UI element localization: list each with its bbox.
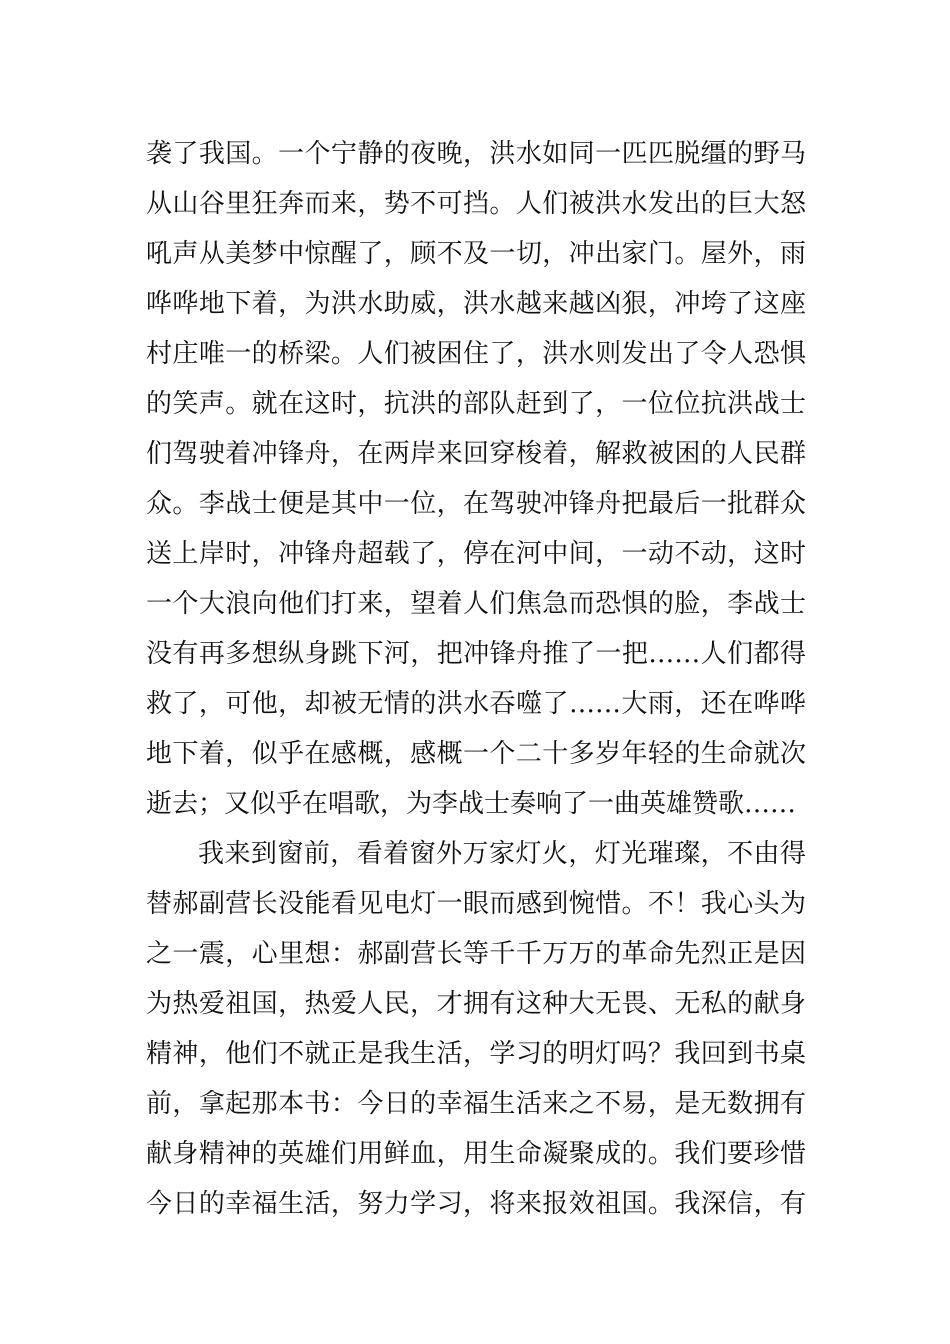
text-line-4: 哗哗地下着，为洪水助威，洪水越来越凶狠，冲垮了这座 xyxy=(146,289,806,319)
text-line-12: 救了，可他，却被无情的洪水吞噬了……大雨，还在哗哗 xyxy=(146,689,806,719)
text-line-9: 送上岸时，冲锋舟超载了，停在河中间，一动不动，这时 xyxy=(146,539,806,569)
text-line-16: 替郝副营长没能看见电灯一眼而感到惋惜。不！我心头为 xyxy=(146,889,806,919)
text-line-6: 的笑声。就在这时，抗洪的部队赶到了，一位位抗洪战士 xyxy=(146,389,806,419)
text-line-7: 们驾驶着冲锋舟，在两岸来回穿梭着，解救被困的人民群 xyxy=(146,439,806,469)
text-line-19: 精神，他们不就正是我生活，学习的明灯吗？我回到书桌 xyxy=(146,1039,806,1069)
text-line-10: 一个大浪向他们打来，望着人们焦急而恐惧的脸，李战士 xyxy=(146,589,806,619)
text-line-11: 没有再多想纵身跳下河，把冲锋舟推了一把……人们都得 xyxy=(146,639,806,669)
text-line-18: 为热爱祖国，热爱人民，才拥有这种大无畏、无私的献身 xyxy=(146,989,806,1019)
text-line-2: 从山谷里狂奔而来，势不可挡。人们被洪水发出的巨大怒 xyxy=(146,189,806,219)
text-line-22: 今日的幸福生活，努力学习，将来报效祖国。我深信，有 xyxy=(146,1189,806,1219)
text-line-3: 吼声从美梦中惊醒了，顾不及一切，冲出家门。屋外，雨 xyxy=(146,239,806,269)
text-line-14: 逝去；又似乎在唱歌，为李战士奏响了一曲英雄赞歌…… xyxy=(146,789,797,819)
text-line-1: 袭了我国。一个宁静的夜晚，洪水如同一匹匹脱缰的野马 xyxy=(146,139,806,169)
text-line-15: 我来到窗前，看着窗外万家灯火，灯光璀璨，不由得 xyxy=(198,839,806,869)
text-line-13: 地下着，似乎在感概，感概一个二十多岁年轻的生命就次 xyxy=(146,739,806,769)
text-line-17: 之一震，心里想：郝副营长等千千万万的革命先烈正是因 xyxy=(146,939,806,969)
text-line-20: 前，拿起那本书：今日的幸福生活来之不易，是无数拥有 xyxy=(146,1089,806,1119)
text-line-8: 众。李战士便是其中一位，在驾驶冲锋舟把最后一批群众 xyxy=(146,489,806,519)
text-line-5: 村庄唯一的桥梁。人们被困住了，洪水则发出了令人恐惧 xyxy=(146,339,806,369)
text-line-21: 献身精神的英雄们用鲜血，用生命凝聚成的。我们要珍惜 xyxy=(146,1139,806,1169)
